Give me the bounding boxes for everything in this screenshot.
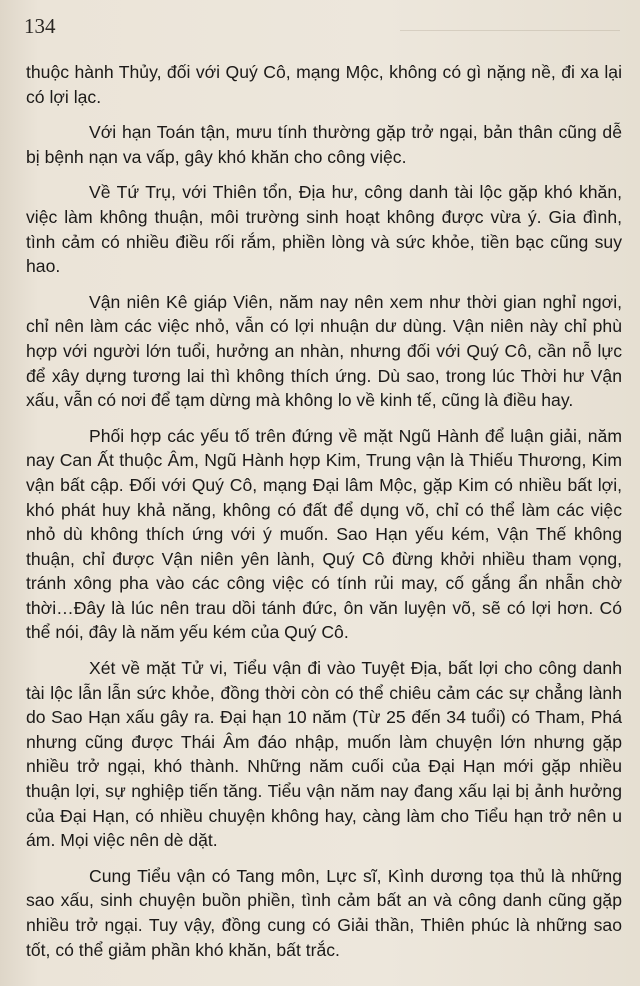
paragraph-5: Phối hợp các yếu tố trên đứng về mặt Ngũ Hành để luận giải, năm nay Can Ất thuộc Âm, Ngũ Hành hợp Kim, Trung vận là Thiếu Thương, Kim vận bất cập. Đối với Quý Cô, mạng Đại lâm Mộc, gặp Kim có nhiều bất lợi, khó phát huy khả năng, không có đất để dụng võ, chỉ có thể làm các việc nhỏ dù không thích ứng với ý muốn. Sao Hạn yếu kém, Vận Thế không thuận, chỉ được Vận niên yên lành, Quý Cô đừng khởi nhiều tham vọng, tránh xông pha vào các công việc có tính rủi may, cố gắng ẩn nhẫn chờ thời…Đây là lúc nên trau dồi tánh đức, ôn văn luyện võ, sẽ có lợi hơn. Có thể nói, đây là năm yếu kém của Quý Cô. [26,425,622,643]
page-number: 134 [24,14,56,38]
paragraph-7: Cung Tiểu vận có Tang môn, Lực sĩ, Kình dương tọa thủ là những sao xấu, sinh chuyện buồn phiền, tình cảm bất an và công danh cũng gặp nhiều trở ngại. Tuy vậy, đồng cung có Giải thần, Thiên phúc là những sao tốt, có thể giảm phần khó khăn, bất trắc. [26,865,622,960]
paragraph-6: Xét về mặt Tử vi, Tiểu vận đi vào Tuyệt Địa, bất lợi cho công danh tài lộc lẫn lẫn sức khỏe, đồng thời còn có thể chiêu cảm các sự chẳng lành do Sao Hạn xấu gây ra. Đại hạn 10 năm (Từ 25 đến 34 tuổi) có Tham, Phá nhưng cũng được Thái Âm đáo nhập, muốn làm chuyện lớn nhưng gặp nhiều trở ngại, khó thành. Những năm cuối của Đại Hạn mới gặp nhiều thuận lợi, sự nghiệp tiến tăng. Tiểu vận năm nay đang xấu lại bị ảnh hưởng của Đại Hạn, có nhiều chuyện không hay, càng làm cho Tiểu hạn trở nên u ám. Mọi việc nên dè dặt. [26,658,622,851]
paragraph-2: Với hạn Toán tận, mưu tính thường gặp trở ngại, bản thân cũng dễ bị bệnh nạn va vấp, gây khó khăn cho công việc. [26,122,622,167]
paragraph-1: thuộc hành Thủy, đối với Quý Cô, mạng Mộc, không có gì nặng nề, đi xa lại có lợi lạc. [26,62,622,107]
bleed-through-header [400,6,620,31]
paragraph-4: Vận niên Kê giáp Viên, năm nay nên xem như thời gian nghỉ ngơi, chỉ nên làm các việc nhỏ, vẫn có lợi nhuận dư dùng. Vận niên này chỉ phù hợp với người lớn tuổi, hưởng an nhàn, nhưng đối với Quý Cô, cần nỗ lực để xây dựng tương lai thì không thích ứng. Dù sao, trong lúc Thời hư Vận xấu, vẫn có nơi để tạm dừng mà không lo về kinh tế, cũng là điều hay. [26,291,622,411]
page-body [26,60,622,973]
paragraph-3: Về Tứ Trụ, với Thiên tổn, Địa hư, công danh tài lộc gặp khó khăn, việc làm không thuận, môi trường sinh hoạt không được vừa ý. Gia đình, tình cảm có nhiều điều rối rắm, phiền lòng và sức khỏe, tiền bạc cũng suy hao. [26,182,622,277]
